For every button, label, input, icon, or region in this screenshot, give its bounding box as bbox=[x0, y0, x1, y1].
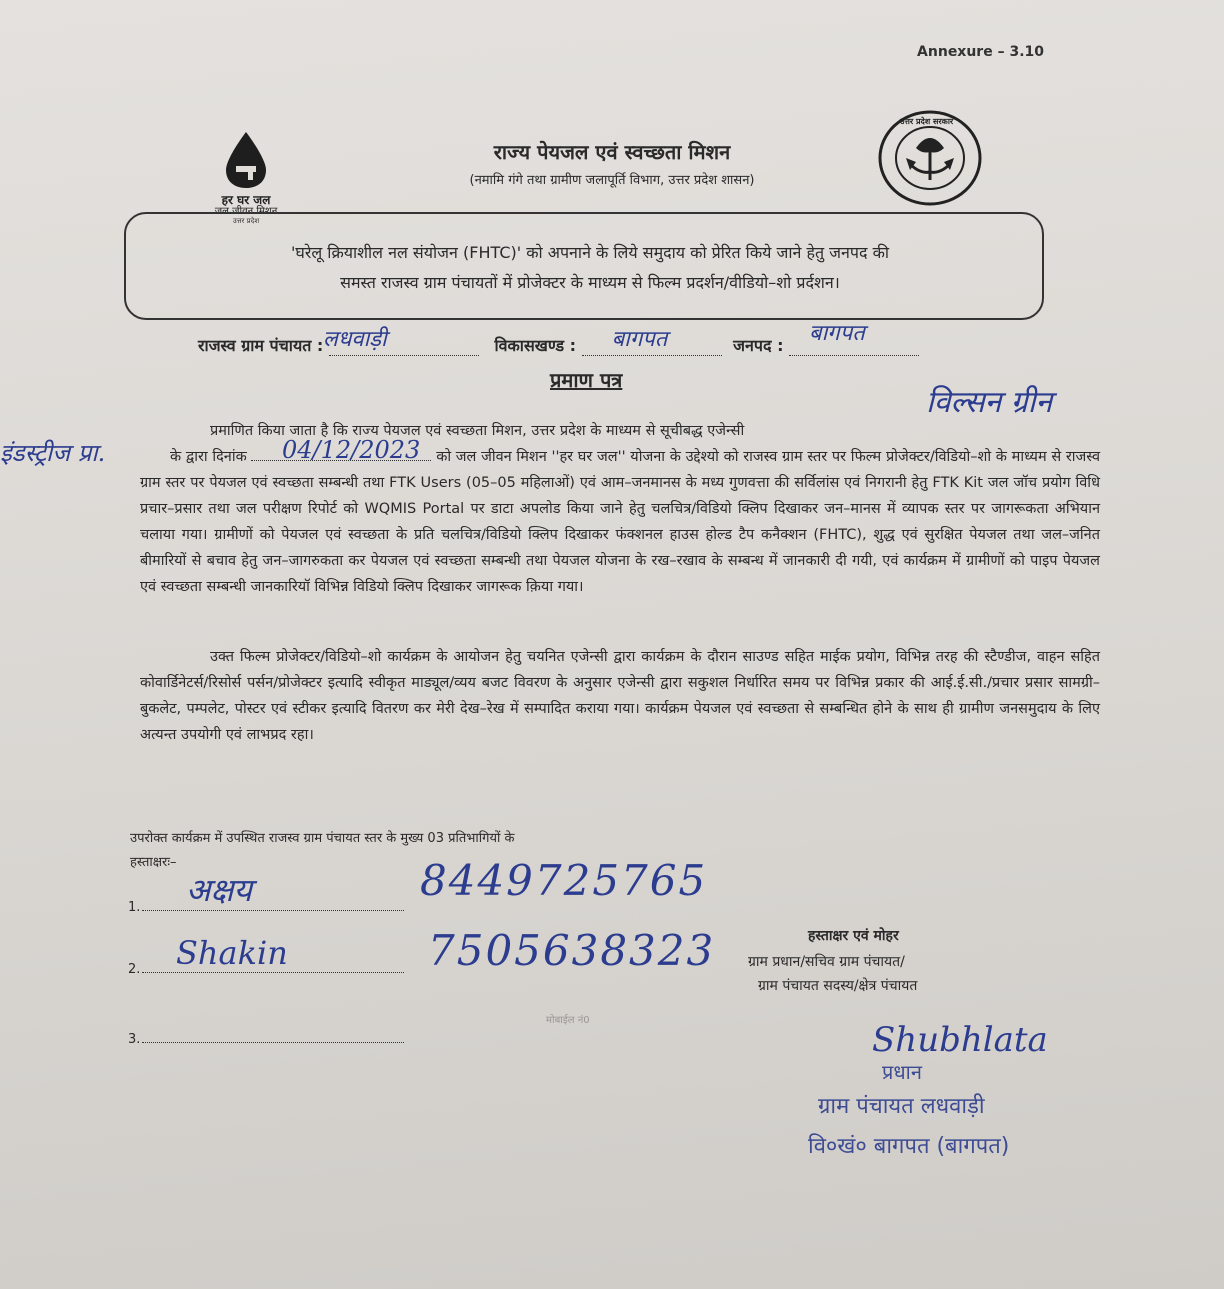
gram-panchayat-value: लधवाड़ी bbox=[322, 327, 387, 352]
stamp-block: वि०खं० बागपत (बागपत) bbox=[808, 1134, 1010, 1159]
block-field bbox=[582, 327, 722, 356]
participants-intro: उपरोक्त कार्यक्रम में उपस्थित राजस्व ग्राम पंचायत स्तर के मुख्य 03 प्रतिभागियों के bbox=[130, 831, 515, 846]
participants-sign-label: हस्ताक्षरः– bbox=[130, 855, 177, 870]
emblem-text: उत्तर प्रदेश सरकार bbox=[900, 117, 954, 126]
participant-number: 1. bbox=[128, 900, 141, 915]
mission-title: राज्य पेयजल एवं स्वच्छता मिशन bbox=[493, 140, 731, 164]
participant-1-name: अक्षय bbox=[186, 871, 252, 909]
signature-seal-label: हस्ताक्षर एवं मोहर bbox=[808, 928, 899, 944]
gram-panchayat-field bbox=[322, 327, 479, 356]
agency-name-handwritten: विल्सन ग्रीन bbox=[926, 385, 1053, 420]
signatory-line-2: ग्राम पंचायत सदस्य/क्षेत्र पंचायत bbox=[758, 978, 918, 994]
block-value: बागपत bbox=[611, 327, 668, 352]
district-label: जनपद : bbox=[733, 336, 784, 355]
certificate-heading: प्रमाण पत्र bbox=[550, 368, 623, 392]
annexure-label: Annexure – 3.10 bbox=[917, 44, 1044, 60]
certificate-paragraph-1 bbox=[140, 418, 1100, 600]
para1-part-b: के द्वारा दिनांक bbox=[170, 449, 247, 465]
mission-subtitle: (नमामि गंगे तथा ग्रामीण जलापूर्ति विभाग, उत्तर प्रदेश शासन) bbox=[469, 173, 755, 188]
subject-text bbox=[150, 238, 1030, 298]
subject-line-1: 'घरेलू क्रियाशील नल संयोजन (FHTC)' को अपनाने के लिये समुदाय को प्रेरित किये जाने हेतु जनपद की bbox=[290, 243, 890, 262]
agency-name-handwritten-2: इंडस्ट्रीज प्रा. bbox=[0, 439, 106, 467]
pradhan-signature: Shubhlata bbox=[872, 1020, 1048, 1060]
logo-line-1: हर घर जल bbox=[221, 193, 271, 207]
participant-row-1 bbox=[128, 900, 404, 915]
block-label: विकासखण्ड : bbox=[494, 336, 576, 355]
gram-panchayat-label: राजस्व ग्राम पंचायत : bbox=[198, 336, 324, 355]
participant-1-phone: 8449725765 bbox=[420, 856, 708, 905]
logo-line-3: उत्तर प्रदेश bbox=[232, 217, 260, 225]
participant-2-phone: 7505638323 bbox=[428, 926, 716, 975]
signatory-line-1: ग्राम प्रधान/सचिव ग्राम पंचायत/ bbox=[748, 954, 905, 970]
district-value: बागपत bbox=[809, 321, 865, 346]
stamp-panchayat: ग्राम पंचायत लधवाड़ी bbox=[818, 1094, 985, 1119]
logo-line-2: जल जीवन मिशन bbox=[214, 206, 278, 217]
location-fields bbox=[198, 321, 919, 356]
participant-number: 2. bbox=[128, 962, 141, 977]
stamp-title: प्रधान bbox=[882, 1060, 922, 1084]
para1-part-a: प्रमाणित किया जाता है कि राज्य पेयजल एवं स्वच्छता मिशन, उत्तर प्रदेश के माध्यम से सूचीबद्ध एजेन्सी bbox=[210, 423, 745, 439]
participant-number: 3. bbox=[128, 1032, 141, 1047]
district-field bbox=[789, 321, 919, 356]
participant-row-3 bbox=[128, 1032, 404, 1047]
para1-part-c: को जल जीवन मिशन ''हर घर जल'' योजना के उद्देश्यो को राजस्व ग्राम स्तर पर फिल्म प्रोजेक्टर/विडियो–शो के माध्यम से राजस्व ग्राम स्तर पर पेयजल एवं स्वच्छता सम्बन्धी तथा FTK Users (05–05 महिलाओं) एवं आम–जनमानस के मध्य गुणवत्ता की सर्विलांस एवं निगरानी हेतु FTK Kit जल जॉच प्रयोग विधि प्रचार–प्रसार तथा जल परीक्षण रिपोर्ट को WQMIS Portal पर डाटा अपलोड किया जाने हेतु चलचित्र/विडियो क्लिप दिखाकर जन–मानस में व्यापक स्तर पर जागरूकता अभियान चलाया गया। ग्रामीणों को पेयजल एवं स्वच्छता के प्रति चलचित्र/विडियो क्लिप दिखाकर फंक्शनल हाउस होल्ड टैप कनैक्शन (FHTC), शुद्ध एवं सुरक्षित पेयजल तथा जल–जनित बीमारियों से बचाव हेतु जन–जागरुकता कर पेयजल एवं स्वच्छता सम्बन्धी तथा पेयजल योजना के रख–रखाव के सम्बन्ध में जानकारी दी गयी, एवं कार्यक्रम में ग्रामीणों को पाइप पेयजल एवं स्वच्छता सम्बन्धी जानकारियॉ विभिन्न विडियो क्लिप दिखाकर जागरूक क़िया गया। bbox=[140, 449, 1101, 595]
participant-2-name: Shakin bbox=[176, 934, 288, 972]
certificate-paragraph-2: उक्त फिल्म प्रोजेक्टर/विडियो–शो कार्यक्रम के आयोजन हेतु चयनित एजेन्सी द्वारा कार्यक्रम के दौरान साउण्ड सहित माईक प्रयोग, विभिन्न तरह की स्टैण्डीज, वाहन सहित कोवार्डिनेटर्स/रिसोर्स पर्सन/प्रोजेक्टर इत्यादि स्वीकृत माड्यूल/व्यय बजट विवरण के अनुसार एजेन्सी द्वारा सकुशल निर्धारित समय पर विभिन्न प्रकार की आई.ई.सी./प्रचार प्रसार सामग्री–बुकलेट, पम्पलेट, पोस्टर एवं स्टीकर इत्यादि वितरण कर मेरी देख–रेख में सम्पादित कराया गया। कार्यक्रम पेयजल एवं स्वच्छता से सम्बन्धित होने के साथ ही ग्रामीण जनसमुदाय के लिए अत्यन्त उपयोगी एवं लाभप्रद रहा। bbox=[140, 649, 1100, 743]
faint-mobile-label: मोबाईल नं0 bbox=[546, 1015, 590, 1026]
program-date-handwritten: 04/12/2023 bbox=[282, 436, 421, 464]
subject-line-2: समस्त राजस्व ग्राम पंचायतों में प्रोजेक्टर के माध्यम से फिल्म प्रदर्शन/वीडियो–शो प्रर्दशन। bbox=[340, 273, 840, 292]
